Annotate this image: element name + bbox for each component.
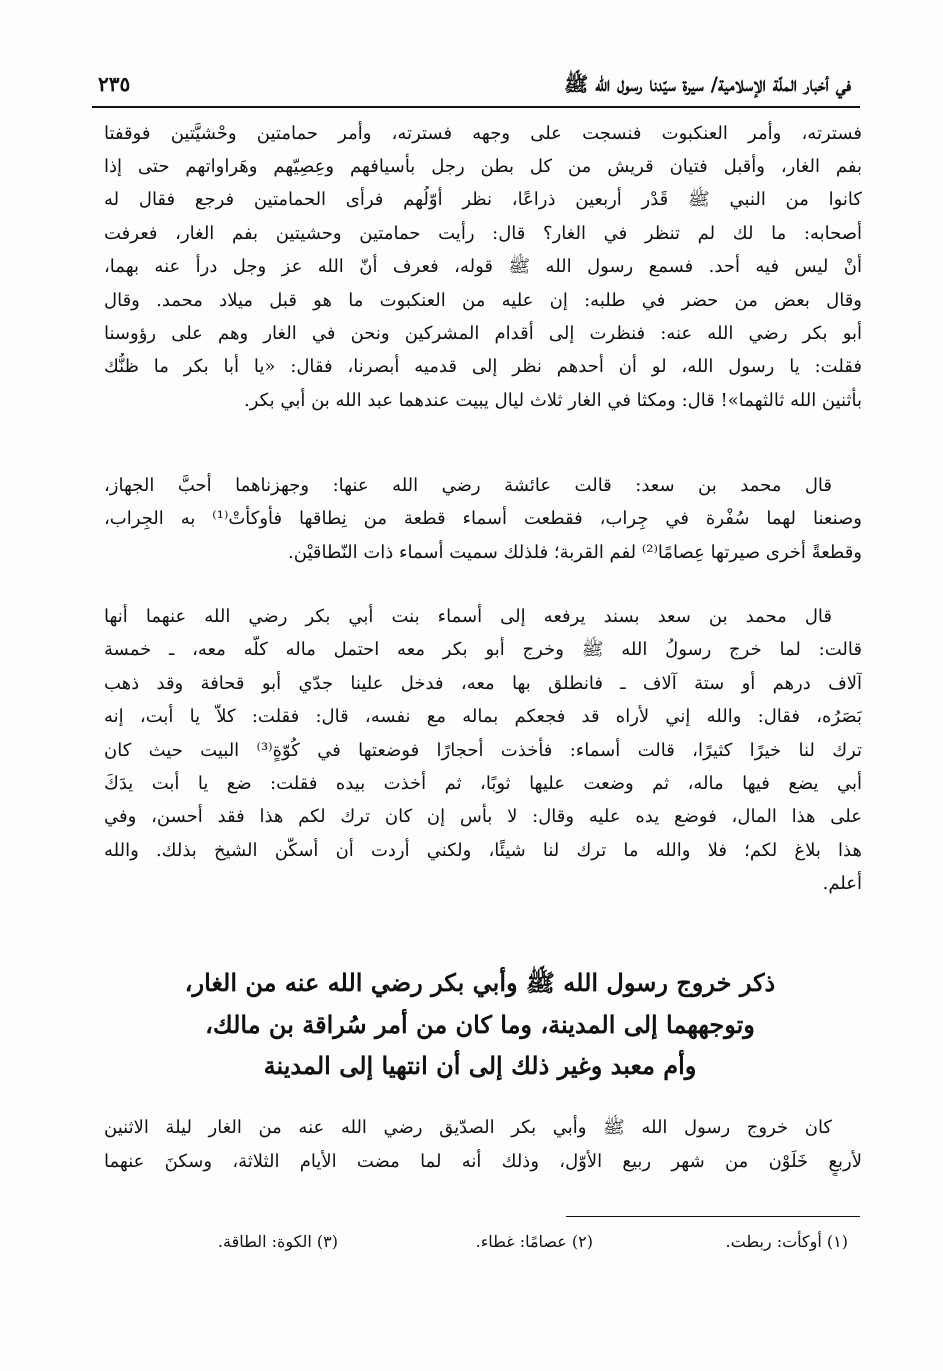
paragraph-line: وقال بعض من حضر في طلبه: إن عليه من العنكبوت ما هو قبل ميلاد محمد. وقال: [104, 290, 862, 311]
header-rule: [92, 106, 860, 108]
paragraph-line: آلاف درهم أو ستة آلاف ـ فانطلق بها معه، فدخل علينا جدّي أبو قحافة وقد ذهب: [104, 673, 862, 694]
paragraph-line: هذا بلاغ لكم؛ فلا والله ما ترك لنا شيئًا، ولكني أردت أن أسكّن الشيخ بذلك. والله: [104, 840, 862, 861]
paragraph-line: أبو بكر رضي الله عنه: فنظرت إلى أقدام المشركين ونحن في الغار وهم على رؤوسنا: [104, 323, 862, 344]
paragraph-line: بَصَرُه، فقال: والله إني لأراه قد فجعكم بماله مع نفسه، قال: فقلت: كلاّ يا أبت، إنه: [104, 706, 862, 727]
paragraph-line: أنْ ليس فيه أحد. فسمع رسول الله ﷺ قوله، فعرف أنّ الله عز وجل درأ عنه بهما،: [104, 256, 862, 277]
paragraph-line: فقلت: يا رسول الله، لو أن أحدهم نظر إلى قدميه أبصرنا، فقال: «يا أبا بكر ما ظنُّك: [104, 356, 862, 377]
paragraph-line: قال محمد بن سعد: قالت عائشة رضي الله عنها: وجهزناهما أحبَّ الجهاز،: [104, 475, 832, 496]
paragraph-line: أعلم.: [822, 873, 862, 894]
paragraph-line: ترك لنا خيرًا كثيرًا، قالت أسماء: فأخذت أحجارًا فوضعتها في كُوّةٍ⁽³⁾ البيت حيث كان: [104, 740, 862, 761]
paragraph-line: قالت: لما خرج رسولُ الله ﷺ وخرج أبو بكر معه احتمل ماله كلّه معه، ـ خمسة: [104, 639, 862, 660]
footnote-rule: [566, 1216, 860, 1217]
footnote-2: (٢) عصامًا: غطاء.: [475, 1232, 593, 1251]
paragraph-line: لأربعٍ خَلَوْن من شهر ربيع الأوّل، وذلك أنه لما مضت الأيام الثلاثة، وسكنَ عنهما: [104, 1151, 862, 1172]
footnote-1: (١) أوكأت: ربطت.: [725, 1232, 848, 1251]
paragraph-line: وقطعةً أخرى صيرتها عِصامًا⁽²⁾ لفم القربة؛ فلذلك سميت أسماء ذات النّطاقيْن.: [288, 542, 862, 563]
section-heading-line: وتوجههما إلى المدينة، وما كان من أمر سُراقة بن مالك،: [205, 1010, 755, 1039]
paragraph-line: بفم الغار، وأقبل فتيان قريش من كل بطن رجل بأسيافهم وعِصِيّهم وهَراواتهم حتى إذا: [104, 156, 862, 177]
paragraph-line: وصنعنا لهما سُفْرة في جِراب، فقطعت أسماء قطعة من نِطاقها فأوكأَتْ⁽¹⁾ به الجِراب،: [104, 508, 862, 529]
section-heading-line: وأم معبد وغير ذلك إلى أن انتهيا إلى المدينة: [263, 1051, 697, 1080]
paragraph-line: كان خروج رسول الله ﷺ وأبي بكر الصدّيق رضي الله عنه من الغار ليلة الاثنين: [104, 1117, 832, 1138]
footnote-3: (٣) الكوة: الطاقة.: [217, 1232, 338, 1251]
section-heading-line: ذكر خروج رسول الله ﷺ وأبي بكر رضي الله عنه من الغار،: [184, 968, 776, 997]
paragraph-line: أصحابه: ما لك لم تنظر في الغار؟ قال: رأيت حمامتين وحشيتين بفم الغار، فعرفت: [104, 223, 862, 244]
paragraph-line: أبي يضع فيها ماله، ثم وضعت عليها ثوبًا، ثم أخذت بيده فقلت: ضع يا أبت يدَكَ: [104, 773, 862, 794]
page-number: ٢٣٥: [98, 72, 131, 96]
paragraph-line: فسترته، وأمر العنكبوت فنسجت على وجهه فسترته، وأمر حمامتين وحْشيَّتين فوقفتا: [104, 123, 862, 144]
paragraph-line: على هذا المال، فوضع يده عليه وقال: لا بأس إن كان ترك لكم هذا فقد أحسن، وفي: [104, 806, 862, 827]
paragraph-line: بأثنين الله ثالثهما»! قال: ومكثا في الغار ثلاث ليال يبيت عندهما عبد الله بن أبي بكر.: [244, 390, 862, 411]
running-header: في أخبار الملّة الإسلامية/ سيرة سيّدنا رسول الله ﷺ: [564, 72, 851, 96]
paragraph-line: كانوا من النبي ﷺ قَدْر أربعين ذراعًا، نظر أوّلُهم فرأى الحمامتين فرجع فقال له: [104, 189, 862, 210]
paragraph-line: قال محمد بن سعد بسند يرفعه إلى أسماء بنت أبي بكر رضي الله عنهما أنها: [104, 606, 832, 627]
